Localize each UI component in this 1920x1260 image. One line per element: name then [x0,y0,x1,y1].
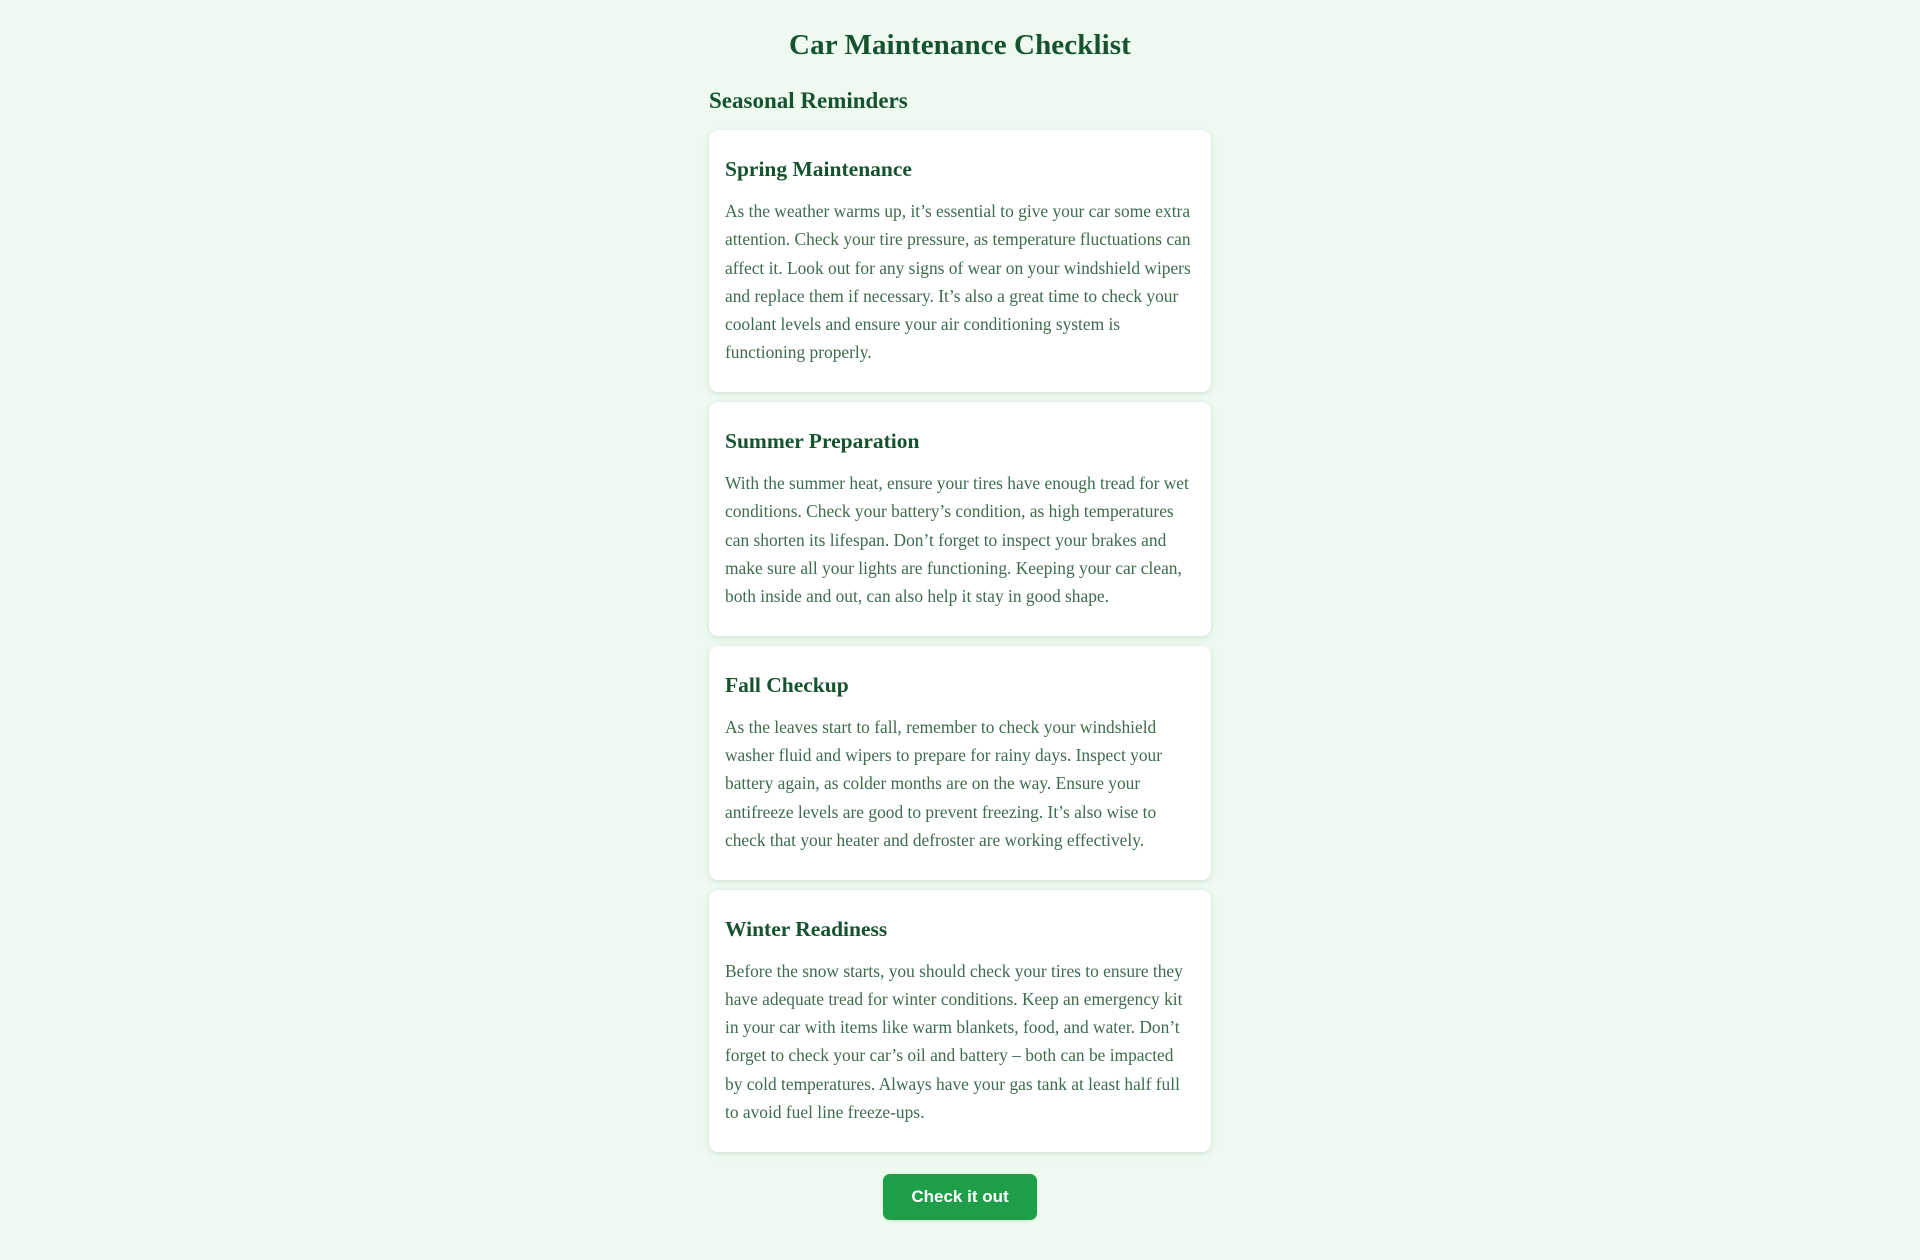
reminder-card-list [709,130,1211,1152]
reminder-card [709,130,1211,392]
page-title: Car Maintenance Checklist [789,29,1131,61]
footer-action-row [709,1174,1211,1260]
reminder-card [709,646,1211,880]
reminder-card-body: With the summer heat, ensure your tires have enough tread for wet conditions. Check your battery’s condition, as high temperatures can shorten its lifespan. Don’t forget to inspect your brakes and make sure all your lights are functioning. Keeping your car clean, both inside and out, can also help it stay in good shape. [725,473,1189,607]
reminder-card-title: Fall Checkup [725,673,849,698]
reminder-card-body: As the weather warms up, it’s essential to give your car some extra attention. Check your tire pressure, as temperature fluctuations can affect it. Look out for any signs of wear on your windshield wipers and replace them if necessary. It’s also a great time to check your coolant levels and ensure your air conditioning system is functioning properly. [725,201,1191,363]
reminder-card-title: Winter Readiness [725,917,888,942]
section-heading: Seasonal Reminders [709,87,908,113]
reminder-card-title: Spring Maintenance [725,157,912,182]
reminder-card-title: Summer Preparation [725,429,920,454]
check-it-out-button[interactable]: Check it out [883,1174,1036,1220]
reminder-card-body: Before the snow starts, you should check your tires to ensure they have adequate tread for winter conditions. Keep an emergency kit in your car with items like warm blankets, food, and water. Don’t forget to check your car’s oil and battery – both can be impacted by cold temperatures. Always have your gas tank at least half full to avoid fuel line freeze-ups. [725,960,1183,1122]
reminder-card [709,402,1211,636]
reminder-card [709,890,1211,1152]
reminder-card-body: As the leaves start to fall, remember to check your windshield washer fluid and wipers to prepare for rainy days. Inspect your battery again, as colder months are on the way. Ensure your antifreeze levels are good to prevent freezing. It’s also wise to check that your heater and defroster are working effectively. [725,717,1163,850]
content-container [709,87,1211,1260]
